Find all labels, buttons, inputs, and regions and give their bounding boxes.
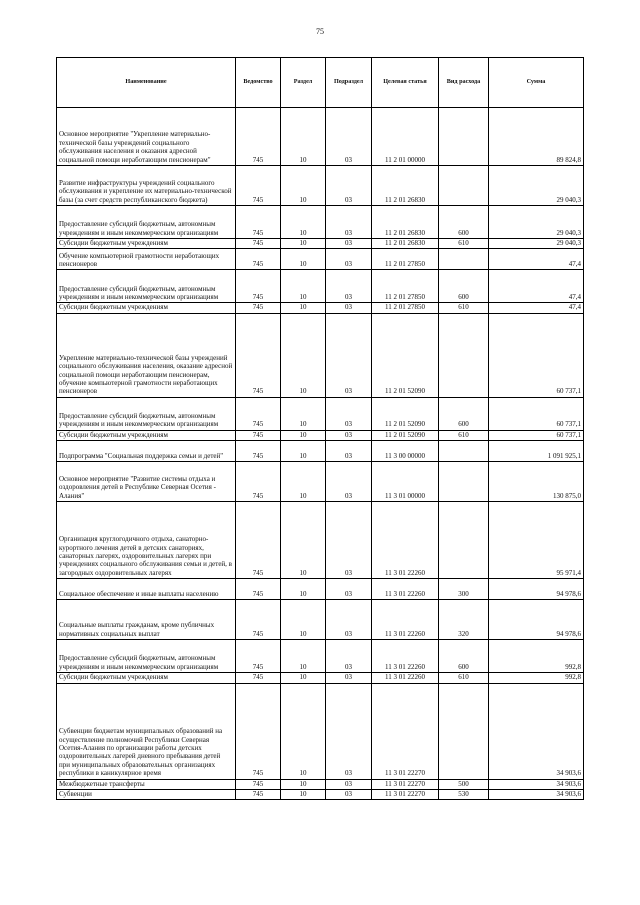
cell-name: Предоставление субсидий бюджетным, автономным учреждениям и иным некоммерческим организациям [57, 206, 236, 239]
cell-target: 11 3 01 22260 [372, 640, 439, 673]
cell-sum: 29 040,3 [489, 166, 584, 206]
cell-podrazdel: 03 [326, 579, 372, 600]
cell-podrazdel: 03 [326, 462, 372, 502]
table-row [57, 166, 584, 206]
cell-name: Укрепление материально-технической базы учреждений социального обслуживания населения, оказание адресной социальной помощи неработающим пенсионерам, обучение компьютерной грамотности неработающих пенсионеров [57, 313, 236, 397]
cell-target: 11 3 01 22270 [372, 779, 439, 789]
cell-vid [439, 462, 489, 502]
cell-podrazdel: 03 [326, 502, 372, 579]
cell-vid [439, 249, 489, 270]
cell-vedomstvo: 745 [236, 640, 281, 673]
header-name: Наименование [57, 58, 236, 108]
cell-razdel: 10 [281, 108, 326, 166]
cell-podrazdel: 03 [326, 303, 372, 313]
table-row [57, 502, 584, 579]
cell-vedomstvo: 745 [236, 206, 281, 239]
cell-razdel: 10 [281, 430, 326, 440]
cell-target: 11 2 01 27850 [372, 270, 439, 303]
cell-vid: 600 [439, 640, 489, 673]
table-row [57, 640, 584, 673]
cell-vedomstvo: 745 [236, 673, 281, 683]
cell-podrazdel: 03 [326, 313, 372, 397]
table-row [57, 462, 584, 502]
cell-target: 11 3 01 22260 [372, 502, 439, 579]
cell-vedomstvo: 745 [236, 303, 281, 313]
cell-vedomstvo: 745 [236, 600, 281, 640]
cell-name: Субсидии бюджетным учреждениям [57, 303, 236, 313]
cell-vid: 600 [439, 206, 489, 239]
cell-vedomstvo: 745 [236, 779, 281, 789]
cell-podrazdel: 03 [326, 270, 372, 303]
cell-target: 11 2 01 00000 [372, 108, 439, 166]
cell-podrazdel: 03 [326, 673, 372, 683]
table-row [57, 579, 584, 600]
cell-vedomstvo: 745 [236, 270, 281, 303]
cell-podrazdel: 03 [326, 779, 372, 789]
table-body [57, 108, 584, 800]
cell-name: Предоставление субсидий бюджетным, автономным учреждениям и иным некоммерческим организациям [57, 270, 236, 303]
cell-target: 11 2 01 26830 [372, 166, 439, 206]
cell-sum: 47,4 [489, 270, 584, 303]
cell-name: Субвенции бюджетам муниципальных образований на осуществление полномочий Республики Северная Осетия-Алания по организации работы детских оздоровительных лагерей дневного пребывания детей при муниципальных образовательных организациях республики в каникулярное время [57, 683, 236, 779]
cell-target: 11 2 01 52090 [372, 430, 439, 440]
cell-razdel: 10 [281, 313, 326, 397]
cell-vedomstvo: 745 [236, 789, 281, 799]
cell-target: 11 2 01 27850 [372, 303, 439, 313]
table-row [57, 441, 584, 462]
cell-razdel: 10 [281, 206, 326, 239]
cell-podrazdel: 03 [326, 430, 372, 440]
cell-sum: 34 903,6 [489, 789, 584, 799]
cell-vid: 300 [439, 579, 489, 600]
header-vid: Вид расхода [439, 58, 489, 108]
cell-razdel: 10 [281, 397, 326, 430]
cell-razdel: 10 [281, 789, 326, 799]
cell-sum: 60 737,1 [489, 313, 584, 397]
cell-vedomstvo: 745 [236, 239, 281, 249]
cell-sum: 95 971,4 [489, 502, 584, 579]
cell-sum: 130 875,0 [489, 462, 584, 502]
cell-sum: 60 737,1 [489, 430, 584, 440]
table-row [57, 683, 584, 779]
cell-vid: 600 [439, 397, 489, 430]
header-summa: Сумма [489, 58, 584, 108]
cell-name: Субвенции [57, 789, 236, 799]
cell-sum: 60 737,1 [489, 397, 584, 430]
cell-vid [439, 166, 489, 206]
header-razdel: Раздел [281, 58, 326, 108]
cell-vedomstvo: 745 [236, 397, 281, 430]
cell-vedomstvo: 745 [236, 462, 281, 502]
cell-name: Развитие инфраструктуры учреждений социального обслуживания и укрепление их материально-технической базы (за счет средств республиканского бюджета) [57, 166, 236, 206]
table-row [57, 430, 584, 440]
cell-podrazdel: 03 [326, 249, 372, 270]
cell-podrazdel: 03 [326, 683, 372, 779]
cell-razdel: 10 [281, 462, 326, 502]
cell-target: 11 2 01 52090 [372, 397, 439, 430]
cell-vid: 610 [439, 430, 489, 440]
cell-razdel: 10 [281, 579, 326, 600]
cell-name: Предоставление субсидий бюджетным, автономным учреждениям и иным некоммерческим организациям [57, 397, 236, 430]
cell-target: 11 3 01 22270 [372, 789, 439, 799]
cell-razdel: 10 [281, 600, 326, 640]
table-row [57, 206, 584, 239]
cell-name: Предоставление субсидий бюджетным, автономным учреждениям и иным некоммерческим организациям [57, 640, 236, 673]
cell-sum: 34 903,6 [489, 683, 584, 779]
cell-target: 11 2 01 52090 [372, 313, 439, 397]
cell-vedomstvo: 745 [236, 683, 281, 779]
table-row [57, 779, 584, 789]
cell-razdel: 10 [281, 640, 326, 673]
cell-razdel: 10 [281, 502, 326, 579]
cell-name: Субсидии бюджетным учреждениям [57, 673, 236, 683]
header-row [57, 58, 584, 108]
cell-razdel: 10 [281, 441, 326, 462]
table-row [57, 313, 584, 397]
cell-vedomstvo: 745 [236, 502, 281, 579]
cell-target: 11 3 00 00000 [372, 441, 439, 462]
table-row [57, 239, 584, 249]
cell-target: 11 2 01 26830 [372, 239, 439, 249]
cell-podrazdel: 03 [326, 600, 372, 640]
table-row [57, 249, 584, 270]
header-vedomstvo: Ведомство [236, 58, 281, 108]
cell-podrazdel: 03 [326, 108, 372, 166]
cell-vid: 610 [439, 303, 489, 313]
cell-vid [439, 441, 489, 462]
table-row [57, 397, 584, 430]
cell-vid: 610 [439, 239, 489, 249]
cell-vid [439, 108, 489, 166]
cell-sum: 94 978,6 [489, 579, 584, 600]
cell-target: 11 2 01 27850 [372, 249, 439, 270]
cell-vedomstvo: 745 [236, 441, 281, 462]
cell-sum: 94 978,6 [489, 600, 584, 640]
cell-vid: 600 [439, 270, 489, 303]
table-row [57, 303, 584, 313]
cell-razdel: 10 [281, 239, 326, 249]
table-row [57, 673, 584, 683]
cell-vid [439, 313, 489, 397]
cell-razdel: 10 [281, 683, 326, 779]
cell-razdel: 10 [281, 166, 326, 206]
cell-vedomstvo: 745 [236, 313, 281, 397]
cell-sum: 992,8 [489, 640, 584, 673]
cell-name: Межбюджетные трансферты [57, 779, 236, 789]
cell-vid [439, 502, 489, 579]
table-row [57, 108, 584, 166]
cell-name: Основное мероприятие "Укрепление материально-технической базы учреждений социального обслуживания населения и оказания адресной социальной помощи неработающим пенсионерам" [57, 108, 236, 166]
cell-name: Субсидии бюджетным учреждениям [57, 430, 236, 440]
cell-target: 11 3 01 22270 [372, 683, 439, 779]
cell-sum: 34 903,6 [489, 779, 584, 789]
cell-name: Основное мероприятие "Развитие системы отдыха и оздоровления детей в Республике Северная Осетия - Алания" [57, 462, 236, 502]
cell-razdel: 10 [281, 249, 326, 270]
cell-razdel: 10 [281, 779, 326, 789]
cell-name: Подпрограмма "Социальная поддержка семьи и детей" [57, 441, 236, 462]
cell-vedomstvo: 745 [236, 166, 281, 206]
cell-sum: 47,4 [489, 303, 584, 313]
table-row [57, 789, 584, 799]
cell-name: Обучение компьютерной грамотности неработающих пенсионеров [57, 249, 236, 270]
cell-vedomstvo: 745 [236, 430, 281, 440]
cell-sum: 992,8 [489, 673, 584, 683]
cell-vedomstvo: 745 [236, 579, 281, 600]
cell-podrazdel: 03 [326, 206, 372, 239]
cell-razdel: 10 [281, 270, 326, 303]
cell-vedomstvo: 745 [236, 249, 281, 270]
cell-vedomstvo: 745 [236, 108, 281, 166]
cell-name: Социальное обеспечение и иные выплаты населению [57, 579, 236, 600]
cell-podrazdel: 03 [326, 239, 372, 249]
cell-vid: 320 [439, 600, 489, 640]
cell-podrazdel: 03 [326, 441, 372, 462]
cell-vid: 500 [439, 779, 489, 789]
table-row [57, 270, 584, 303]
cell-podrazdel: 03 [326, 397, 372, 430]
cell-podrazdel: 03 [326, 640, 372, 673]
cell-target: 11 2 01 26830 [372, 206, 439, 239]
cell-sum: 89 824,8 [489, 108, 584, 166]
cell-target: 11 3 01 22260 [372, 579, 439, 600]
cell-name: Социальные выплаты гражданам, кроме публичных нормативных социальных выплат [57, 600, 236, 640]
table-row [57, 600, 584, 640]
header-target: Целевая статья [372, 58, 439, 108]
cell-podrazdel: 03 [326, 166, 372, 206]
cell-target: 11 3 01 00000 [372, 462, 439, 502]
header-podrazdel: Подраздел [326, 58, 372, 108]
cell-sum: 29 040,3 [489, 239, 584, 249]
cell-name: Субсидии бюджетным учреждениям [57, 239, 236, 249]
cell-sum: 47,4 [489, 249, 584, 270]
cell-target: 11 3 01 22260 [372, 673, 439, 683]
cell-target: 11 3 01 22260 [372, 600, 439, 640]
cell-sum: 1 091 925,1 [489, 441, 584, 462]
cell-razdel: 10 [281, 673, 326, 683]
cell-sum: 29 040,3 [489, 206, 584, 239]
budget-table [56, 57, 584, 800]
cell-vid [439, 683, 489, 779]
cell-name: Организация круглогодичного отдыха, санаторно-курортного лечения детей в детских санаториях, санаторных лагерях, оздоровительных лагерях при учреждениях социального обслуживания семьи и детей, в загородных оздоровительных лагерях [57, 502, 236, 579]
cell-razdel: 10 [281, 303, 326, 313]
cell-vid: 530 [439, 789, 489, 799]
page-number: 75 [316, 27, 324, 36]
cell-podrazdel: 03 [326, 789, 372, 799]
cell-vid: 610 [439, 673, 489, 683]
